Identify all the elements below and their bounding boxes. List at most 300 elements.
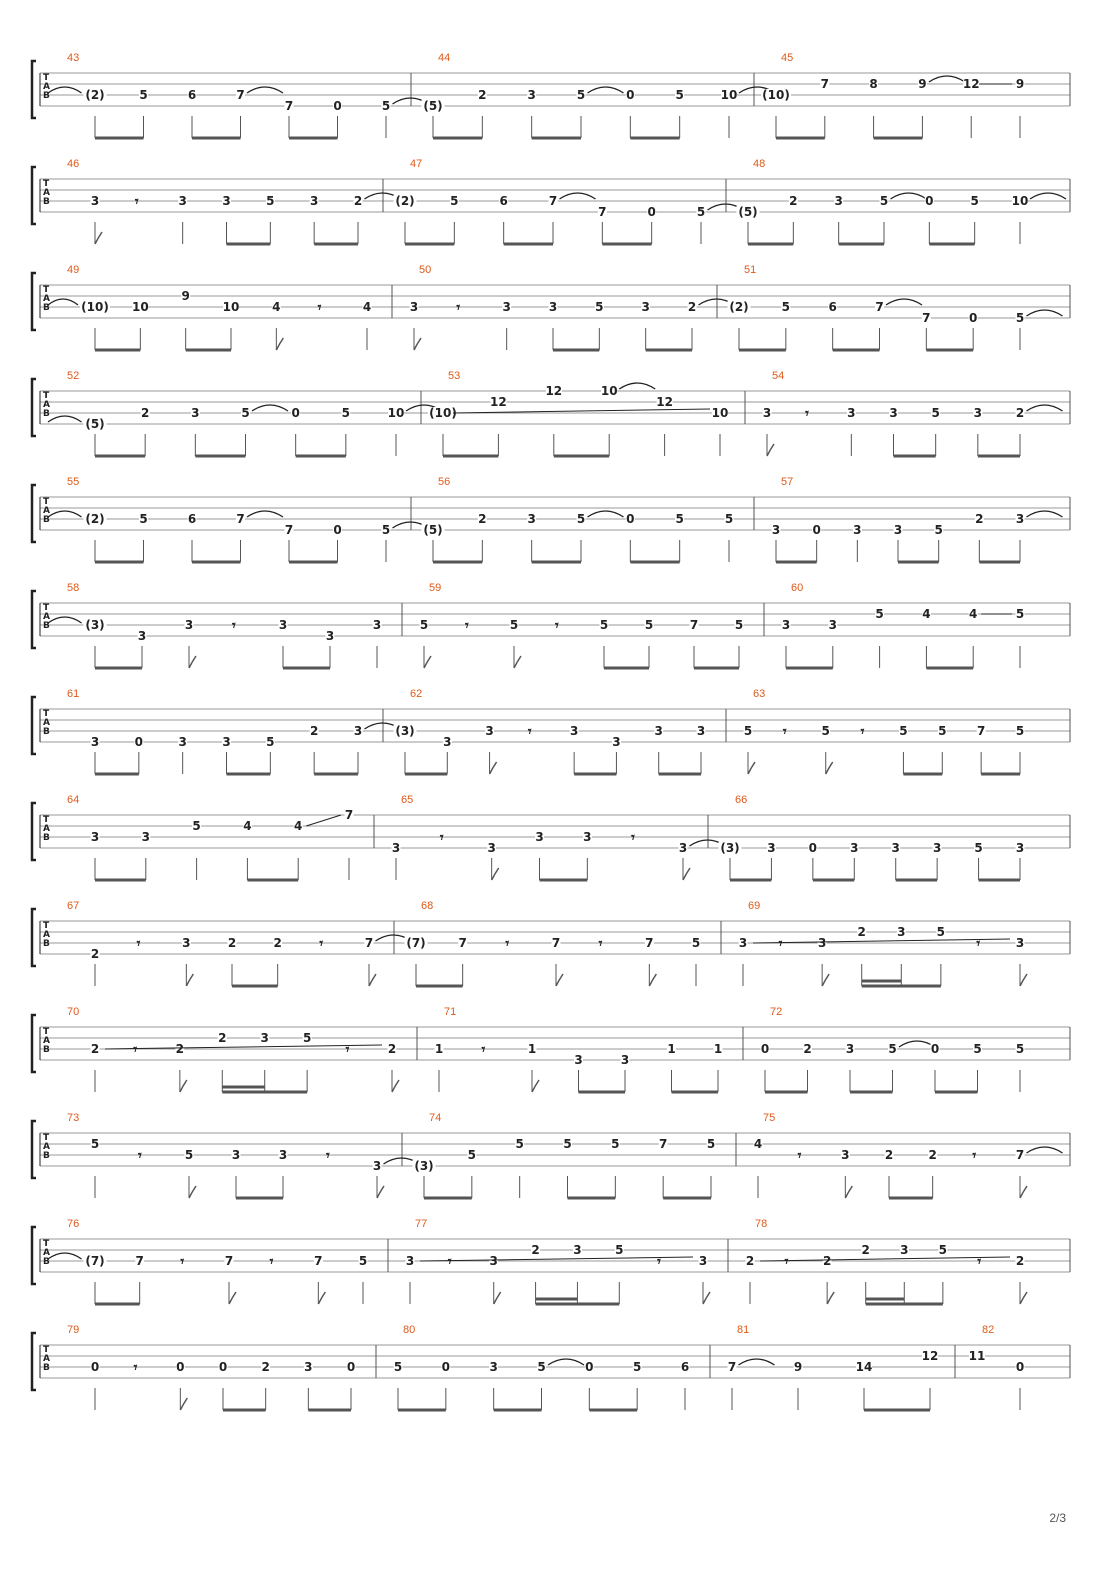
fret-number: 3 [841, 1148, 850, 1162]
fret-number: 5 [970, 194, 979, 208]
fret-number: 3 [891, 841, 900, 855]
note-flag [556, 974, 563, 986]
tab-clef-letter: T [43, 709, 50, 719]
fret-number: 7 [645, 936, 654, 950]
fret-number: 3 [1015, 512, 1025, 526]
fret-number: 3 [973, 406, 983, 420]
fret-number: 3 [698, 1254, 708, 1268]
tab-clef-letter: B [43, 1045, 50, 1055]
bar-number: 70 [67, 1006, 80, 1018]
tab-clef-letter: A [43, 930, 50, 940]
fret-number: (5) [423, 99, 443, 113]
eighth-rest: 𝄾 [269, 1254, 274, 1270]
eighth-rest: 𝄾 [180, 1254, 185, 1270]
tab-clef-letter: A [43, 1248, 50, 1258]
tab-clef-letter: A [43, 1142, 50, 1152]
bar-number: 61 [67, 688, 80, 700]
tie-arc [899, 1041, 935, 1047]
fret-number: 7 [236, 512, 245, 526]
bar-number: 75 [763, 1112, 776, 1124]
fret-number: 5 [743, 724, 753, 738]
bar-number: 43 [67, 52, 80, 64]
fret-number: (2) [85, 88, 105, 102]
fret-number: 3 [485, 724, 494, 738]
eighth-rest: 𝄾 [631, 830, 635, 846]
tie-arc [588, 511, 624, 517]
fret-number: 1 [527, 1042, 537, 1056]
fret-number: 5 [675, 512, 684, 526]
fret-number: 6 [187, 88, 197, 102]
bar-number: 77 [415, 1218, 428, 1230]
fret-number: (3) [720, 841, 740, 855]
fret-number: 7 [727, 1360, 737, 1374]
tab-clef-letter: B [43, 621, 50, 631]
fret-number: 3 [574, 1053, 583, 1067]
fret-number: (2) [395, 194, 415, 208]
fret-number: 2 [1015, 1254, 1025, 1268]
eighth-rest: 𝄾 [972, 1148, 977, 1164]
fret-number: 2 [353, 194, 363, 208]
fret-number: 3 [678, 841, 688, 855]
eighth-rest: 𝄾 [439, 830, 444, 846]
bar-number: 56 [438, 476, 451, 488]
bar-number: 78 [755, 1218, 768, 1230]
fret-number: 5 [1015, 724, 1025, 738]
fret-number: 6 [680, 1360, 690, 1374]
eighth-rest: 𝄾 [136, 936, 141, 952]
note-flag [490, 762, 497, 774]
bar-number: 72 [770, 1006, 783, 1018]
eighth-rest: 𝄾 [317, 300, 322, 316]
fret-number: 7 [314, 1254, 323, 1268]
slide-line [105, 1045, 382, 1049]
fret-number: 10 [711, 406, 729, 420]
fret-number: 3 [325, 629, 335, 643]
fret-number: 0 [808, 841, 818, 855]
bar-number: 74 [429, 1112, 442, 1124]
fret-number: 3 [90, 735, 100, 749]
fret-number: 3 [502, 300, 511, 314]
note-flag [392, 1080, 399, 1092]
fret-number: 2 [90, 1042, 100, 1056]
fret-number: 3 [178, 194, 187, 208]
tab-clef-letter: B [43, 1257, 50, 1267]
fret-number: 5 [973, 1042, 982, 1056]
fret-number: 5 [899, 724, 908, 738]
fret-number: 3 [817, 936, 827, 950]
fret-number: 2 [745, 1254, 755, 1268]
tab-clef-letter: B [43, 1151, 50, 1161]
fret-number: 0 [90, 1360, 100, 1374]
fret-number: 5 [467, 1148, 477, 1162]
fret-number: (3) [395, 724, 415, 738]
fret-number: 3 [548, 300, 558, 314]
fret-number: 0 [218, 1360, 228, 1374]
note-flag [845, 1186, 852, 1198]
eighth-rest: 𝄾 [657, 1254, 661, 1270]
fret-number: 3 [1015, 841, 1025, 855]
fret-number: 3 [535, 830, 544, 844]
note-flag [318, 1292, 325, 1304]
fret-number: 5 [938, 724, 947, 738]
note-flag [414, 338, 421, 350]
eighth-rest: 𝄾 [345, 1042, 350, 1058]
fret-number: 5 [419, 618, 429, 632]
fret-number: 0 [626, 88, 635, 102]
tie-arc [48, 299, 78, 305]
bar-number: 67 [67, 900, 80, 912]
fret-number: 2 [687, 300, 697, 314]
fret-number: 3 [612, 735, 621, 749]
bar-number: 66 [735, 794, 748, 806]
eighth-rest: 𝄾 [319, 936, 324, 952]
fret-number: 3 [850, 841, 859, 855]
tab-clef-letter: B [43, 833, 50, 843]
fret-number: 10 [387, 406, 405, 420]
bar-number: 47 [410, 158, 423, 170]
fret-number: 7 [135, 1254, 144, 1268]
fret-number: 7 [236, 88, 245, 102]
fret-number: 10 [720, 88, 738, 102]
tie-arc [48, 617, 82, 623]
note-flag [748, 762, 755, 774]
eighth-rest: 𝄾 [133, 1042, 138, 1058]
bar-number: 76 [67, 1218, 80, 1230]
fret-number: 3 [620, 1053, 630, 1067]
fret-number: 3 [184, 618, 194, 632]
bar-number: 48 [753, 158, 766, 170]
tab-clef-letter: T [43, 497, 50, 507]
fret-number: 5 [934, 523, 943, 537]
fret-number: 4 [969, 607, 978, 621]
fret-number: 5 [724, 512, 734, 526]
fret-number: 5 [879, 194, 889, 208]
fret-number: 7 [689, 618, 699, 632]
fret-number: (2) [729, 300, 749, 314]
tab-clef-letter: A [43, 1354, 50, 1364]
fret-number: 0 [626, 512, 635, 526]
fret-number: 7 [922, 311, 931, 325]
fret-number: 12 [545, 384, 563, 398]
system-bracket [32, 909, 36, 966]
fret-number: 5 [139, 512, 148, 526]
system-bracket [32, 167, 36, 224]
slide-line [306, 815, 341, 826]
note-flag [494, 1292, 501, 1304]
fret-number: 2 [803, 1042, 812, 1056]
fret-number: 2 [531, 1243, 540, 1257]
eighth-rest: 𝄾 [138, 1148, 142, 1164]
tab-clef-letter: B [43, 197, 50, 207]
fret-number: 5 [184, 1148, 194, 1162]
bar-number: 44 [438, 52, 451, 64]
fret-number: 3 [781, 618, 791, 632]
tie-arc [1030, 193, 1066, 199]
fret-number: 3 [900, 1243, 909, 1257]
fret-number: 3 [889, 406, 898, 420]
fret-number: 0 [346, 1360, 356, 1374]
bar-number: 55 [67, 476, 80, 488]
fret-number: 2 [90, 947, 100, 961]
fret-number: 2 [273, 936, 282, 950]
fret-number: 3 [527, 512, 536, 526]
eighth-rest: 𝄾 [977, 1254, 982, 1270]
fret-number: 5 [1015, 311, 1025, 325]
fret-number: 2 [857, 925, 866, 939]
bar-number: 81 [737, 1324, 750, 1336]
fret-number: 3 [304, 1360, 313, 1374]
tie-arc [247, 511, 283, 517]
fret-number: 0 [968, 311, 978, 325]
fret-number: 3 [182, 936, 191, 950]
tie-arc [886, 299, 922, 305]
fret-number: 2 [478, 512, 487, 526]
fret-number: 3 [353, 724, 363, 738]
fret-number: 3 [893, 523, 903, 537]
fret-number: 3 [489, 1254, 498, 1268]
fret-number: 10 [600, 384, 618, 398]
fret-number: 3 [569, 724, 579, 738]
fret-number: (5) [85, 417, 105, 431]
fret-number: 11 [968, 1349, 986, 1363]
fret-number: (7) [406, 936, 426, 950]
note-flag [827, 1292, 834, 1304]
note-flag [180, 1398, 187, 1410]
fret-number: 3 [222, 194, 231, 208]
bar-number: 57 [781, 476, 794, 488]
system-bracket [32, 61, 36, 118]
tie-arc [252, 405, 288, 411]
fret-number: 5 [595, 300, 604, 314]
fret-number: 0 [930, 1042, 940, 1056]
note-flag [822, 974, 829, 986]
note-flag [1020, 974, 1027, 986]
slide-line [753, 939, 1010, 943]
fret-number: 3 [231, 1148, 241, 1162]
system-bracket [32, 1015, 36, 1072]
eighth-rest: 𝄾 [232, 618, 236, 634]
note-flag [1020, 1186, 1027, 1198]
fret-number: 5 [393, 1360, 403, 1374]
fret-number: 4 [922, 607, 931, 621]
fret-number: 3 [409, 300, 419, 314]
fret-number: 9 [181, 289, 190, 303]
fret-number: 2 [975, 512, 984, 526]
bar-number: 82 [982, 1324, 995, 1336]
fret-number: 10 [1011, 194, 1029, 208]
tab-clef-letter: B [43, 515, 50, 525]
fret-number: 3 [405, 1254, 415, 1268]
fret-number: 3 [489, 1360, 498, 1374]
fret-number: 2 [928, 1148, 937, 1162]
system-bracket [32, 1121, 36, 1178]
fret-number: 3 [222, 735, 231, 749]
fret-number: 3 [573, 1243, 582, 1257]
fret-number: 12 [962, 77, 980, 91]
fret-number: 7 [875, 300, 884, 314]
tie-arc [48, 511, 82, 517]
note-flag [492, 868, 499, 880]
tab-clef-letter: A [43, 294, 50, 304]
fret-number: 3 [847, 406, 856, 420]
fret-number: 7 [1015, 1148, 1025, 1162]
tie-arc [619, 383, 655, 389]
fret-number: 2 [478, 88, 487, 102]
bar-number: 53 [448, 370, 461, 382]
eighth-rest: 𝄾 [784, 1254, 789, 1270]
fret-number: (5) [423, 523, 443, 537]
eighth-rest: 𝄾 [505, 936, 510, 952]
fret-number: 3 [278, 1148, 288, 1162]
slide-line [453, 409, 710, 413]
note-flag [1020, 1292, 1027, 1304]
fret-number: 1 [713, 1042, 723, 1056]
system-bracket [32, 1333, 36, 1390]
tie-arc [1027, 1147, 1063, 1153]
system-bracket [32, 697, 36, 754]
fret-number: (10) [762, 88, 790, 102]
fret-number: 5 [1015, 1042, 1025, 1056]
fret-number: 3 [141, 830, 150, 844]
fret-number: 5 [192, 819, 201, 833]
fret-number: 3 [391, 841, 401, 855]
fret-number: 0 [1015, 1360, 1025, 1374]
eighth-rest: 𝄾 [555, 618, 559, 634]
tie-arc [48, 416, 82, 422]
fret-number: 5 [563, 1137, 572, 1151]
fret-number: 4 [294, 819, 303, 833]
tie-arc [1027, 310, 1063, 316]
fret-number: 0 [176, 1360, 185, 1374]
note-flag [95, 232, 102, 244]
fret-number: 7 [976, 724, 986, 738]
system-bracket [32, 1227, 36, 1284]
fret-number: 3 [90, 830, 100, 844]
fret-number: 0 [333, 523, 342, 537]
eighth-rest: 𝄾 [598, 936, 603, 952]
fret-number: 1 [667, 1042, 676, 1056]
fret-number: 3 [90, 194, 100, 208]
bar-number: 60 [791, 582, 804, 594]
fret-number: 5 [139, 88, 148, 102]
fret-number: (3) [414, 1159, 434, 1173]
fret-number: 0 [760, 1042, 770, 1056]
tie-arc [588, 87, 624, 93]
tab-clef-letter: T [43, 603, 50, 613]
note-flag [826, 762, 833, 774]
fret-number: 0 [134, 735, 144, 749]
fret-number: 5 [888, 1042, 897, 1056]
fret-number: (3) [85, 618, 105, 632]
eighth-rest: 𝄾 [860, 724, 865, 740]
fret-number: 2 [140, 406, 150, 420]
eighth-rest: 𝄾 [778, 936, 783, 952]
fret-number: 3 [834, 194, 843, 208]
tab-clef-letter: T [43, 1345, 50, 1355]
fret-number: 5 [781, 300, 791, 314]
fret-number: 5 [537, 1360, 546, 1374]
note-flag [703, 1292, 710, 1304]
eighth-rest: 𝄾 [456, 300, 461, 316]
fret-number: 5 [381, 99, 391, 113]
tab-clef-letter: T [43, 179, 50, 189]
bar-number: 65 [401, 794, 414, 806]
fret-number: 3 [853, 523, 862, 537]
fret-number: 3 [487, 841, 496, 855]
tab-clef-letter: A [43, 506, 50, 516]
eighth-rest: 𝄾 [976, 936, 981, 952]
tab-clef-letter: A [43, 612, 50, 622]
fret-number: 2 [884, 1148, 894, 1162]
fret-number: 3 [260, 1031, 269, 1045]
fret-number: 2 [789, 194, 798, 208]
slide-line [420, 1257, 693, 1261]
fret-number: 7 [284, 99, 294, 113]
fret-number: 3 [443, 735, 452, 749]
fret-number: 0 [585, 1360, 594, 1374]
eighth-rest: 𝄾 [805, 406, 809, 422]
eighth-rest: 𝄾 [465, 618, 469, 634]
tab-clef-letter: A [43, 824, 50, 834]
note-flag [229, 1292, 236, 1304]
fret-number: 7 [458, 936, 467, 950]
fret-number: 0 [647, 205, 656, 219]
system-bracket [32, 803, 36, 860]
fret-number: 0 [441, 1360, 451, 1374]
note-flag [189, 1186, 196, 1198]
bar-number: 49 [67, 264, 80, 276]
tab-clef-letter: B [43, 727, 50, 737]
fret-number: 5 [696, 205, 706, 219]
fret-number: 3 [527, 88, 536, 102]
tie-arc [891, 193, 927, 199]
fret-number: 3 [641, 300, 650, 314]
fret-number: (10) [81, 300, 109, 314]
eighth-rest: 𝄾 [133, 1360, 138, 1376]
fret-number: 3 [137, 629, 147, 643]
fret-number: 2 [227, 936, 237, 950]
fret-number: 5 [341, 406, 351, 420]
fret-number: 7 [284, 523, 294, 537]
fret-number: (7) [85, 1254, 105, 1268]
fret-number: (10) [429, 406, 457, 420]
tab-clef-letter: T [43, 73, 50, 83]
fret-number: 3 [372, 1159, 382, 1173]
fret-number: 9 [1015, 77, 1025, 91]
bar-number: 69 [748, 900, 761, 912]
fret-number: (5) [738, 205, 758, 219]
fret-number: 9 [918, 77, 927, 91]
tab-clef-letter: A [43, 1036, 50, 1046]
tab-clef-letter: A [43, 82, 50, 92]
fret-number: 6 [499, 194, 508, 208]
fret-number: 6 [187, 512, 197, 526]
fret-number: 2 [387, 1042, 397, 1056]
fret-number: 3 [178, 735, 187, 749]
fret-number: 5 [358, 1254, 368, 1268]
fret-number: 8 [869, 77, 878, 91]
fret-number: (2) [85, 512, 105, 526]
fret-number: 7 [551, 936, 561, 950]
fret-number: 5 [576, 88, 586, 102]
fret-number: 5 [599, 618, 609, 632]
bar-number: 62 [410, 688, 423, 700]
fret-number: 3 [845, 1042, 855, 1056]
fret-number: 10 [222, 300, 240, 314]
fret-number: 5 [706, 1137, 716, 1151]
fret-number: 7 [224, 1254, 234, 1268]
page-number: 2/3 [1049, 1511, 1066, 1525]
